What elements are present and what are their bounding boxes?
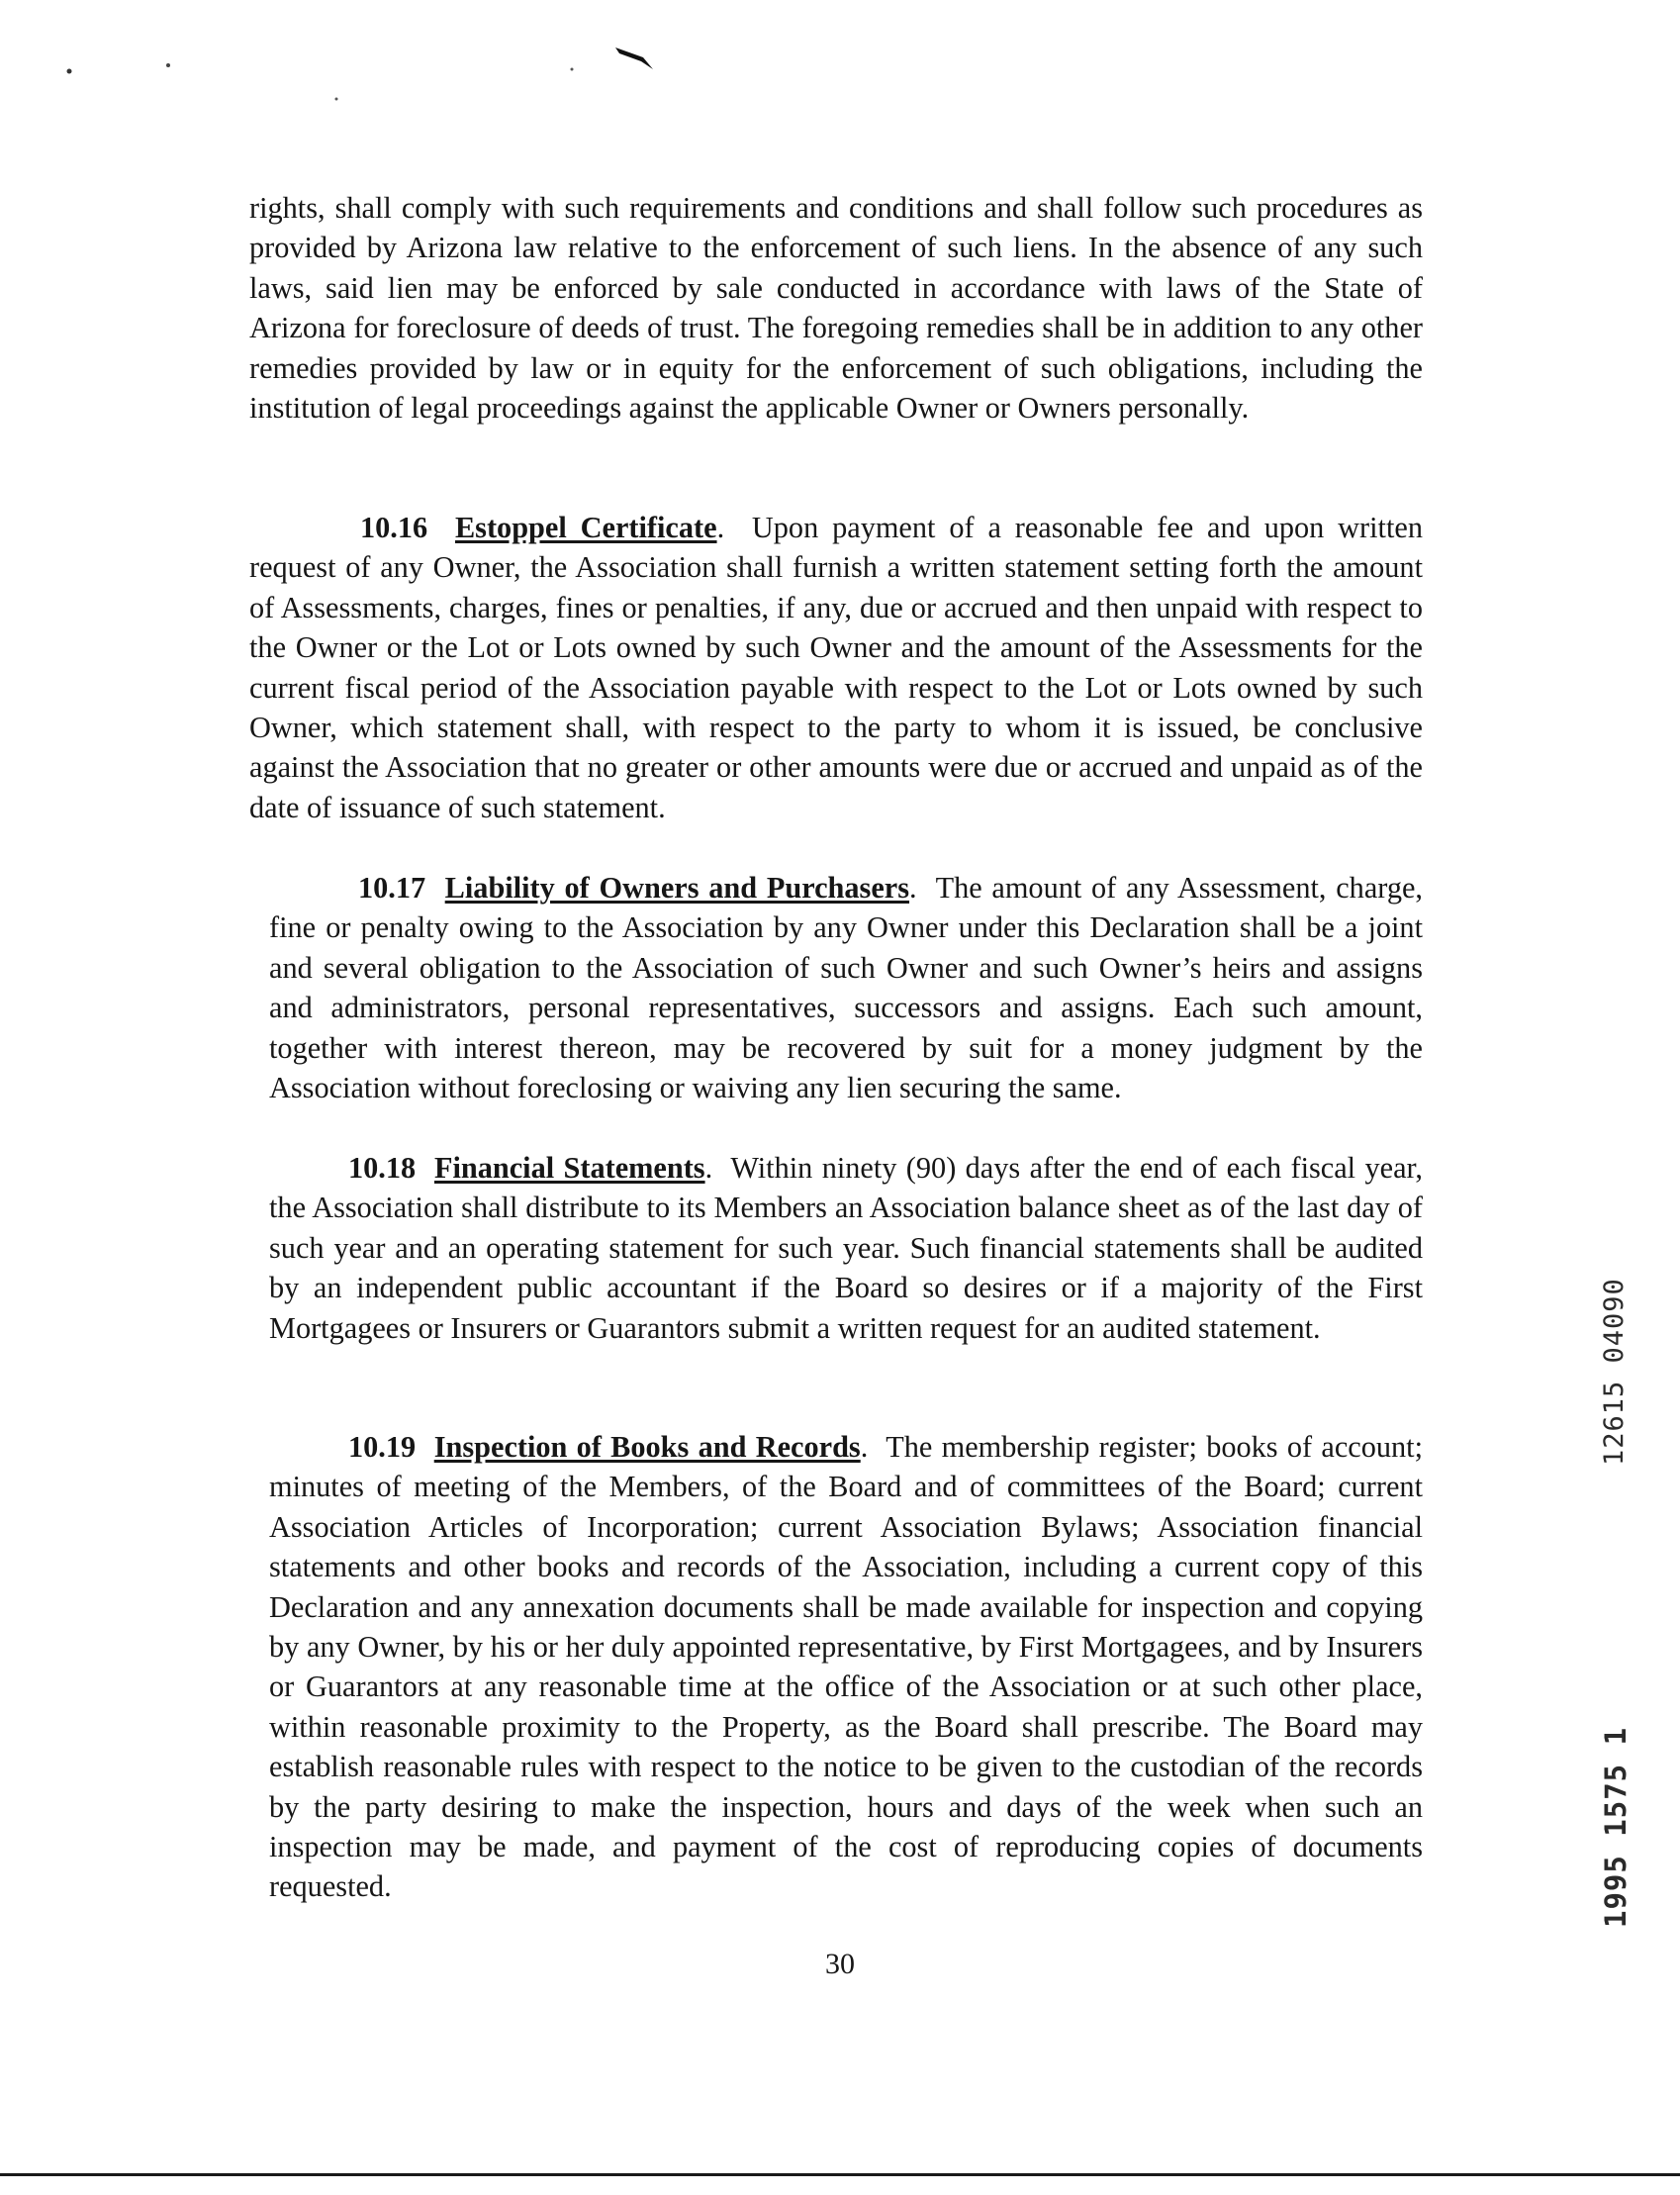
section-10-17: 10.17 Liability of Owners and Purchasers. The amount of any Assessment, charge, fine or penalty owing to the Association by any Owner under this Declaration shall be a joint and several obligation to the Association of such Owner and such Owner’s heirs and assigns and administrators, personal representatives, successors and assigns. Each such amount, together with interest thereon, may be recovered by suit for a money judgment by the Association without foreclosing or waiving any lien securing the same. <box>269 871 1423 1105</box>
scan-artifacts <box>0 0 1680 139</box>
scan-edge-line <box>0 2173 1680 2176</box>
page-number: 30 <box>825 1948 855 1980</box>
section-number: 10.16 <box>360 511 428 544</box>
section-title: Liability of Owners and Purchasers <box>444 871 910 905</box>
paragraph-body: rights, shall comply with such requirements and conditions and shall follow such procedures as provided by Arizona law relative to the enforcement of such liens. In the absence of any such laws, said lien may be enforced by sale conducted in accordance with laws of the State of Arizona for foreclosure of deeds of trust. The foregoing remedies shall be in addition to any other remedies provided by law or in equity for the enforcement of such obligations, including the institution of legal proceedings against the applicable Owner or Owners personally. <box>249 191 1423 426</box>
section-10-19: 10.19 Inspection of Books and Records. The membership register; books of account; minutes of meeting of the Members, of the Board and of committees of the Board; current Association Articles of Incorporation; current Association Bylaws; Association financial statements and other books and records of the Association, including a current copy of this Declaration and any annexation documents shall be made available for inspection and copying by any Owner, by his or her duly appointed representative, by First Mortgagees, and by Insurers or Guarantors at any reasonable time at the office of the Association or at such other place, within reasonable proximity to the Property, as the Board shall prescribe. The Board may establish reasonable rules with respect to the notice to be given to the custodian of the records by the party desiring to make the inspection, hours and days of the week when such an inspection may be made, and payment of the cost of reproducing copies of documents requested. <box>269 1430 1423 1904</box>
paragraph-body: The amount of any Assessment, charge, fine or penalty owing to the Association by any Owner under this Declaration shall be a joint and several obligation to the Association of such Owner and such Owner’s heirs and assigns and administrators, personal representatives, successors and assigns. Each such amount, together with interest thereon, may be recovered by suit for a money judgment by the Association without foreclosing or waiving any lien securing the same. <box>269 871 1423 1105</box>
section-title: Financial Statements <box>433 1151 705 1185</box>
margin-recording-stamp: 12615 04090 <box>1599 1278 1630 1466</box>
section-title: Inspection of Books and Records <box>433 1430 861 1464</box>
section-number: 10.17 <box>358 871 426 905</box>
section-title: Estoppel Certificate <box>454 511 717 544</box>
section-10-16: 10.16 Estoppel Certificate. Upon payment of a reasonable fee and upon written request of any Owner, the Association shall furnish a written statement setting forth the amount of Assessments, charges, fines or penalties, if any, due or accrued and then unpaid with respect to the Owner or the Lot or Lots owned by such Owner and the amount of the Assessments for the current fiscal period of the Association payable with respect to the Lot or Lots owned by such Owner, which statement shall, with respect to the party to whom it is issued, be conclusive against the Association that no greater or other amounts were due or accrued and unpaid as of the date of issuance of such statement. <box>249 511 1423 824</box>
section-10-18: 10.18 Financial Statements. Within ninety (90) days after the end of each fiscal year, the Association shall distribute to its Members an Association balance sheet as of the last day of such year and an operating statement for such year. Such financial statements shall be audited by an independent public accountant if the Board so desires or if a majority of the First Mortgagees or Insurers or Guarantors submit a written request for an audited statement. <box>269 1151 1423 1345</box>
section-number: 10.18 <box>348 1151 417 1185</box>
margin-recording-stamp: 1995 1575 1 <box>1599 1726 1633 1928</box>
paragraph-body: The membership register; books of account; minutes of meeting of the Members, of the Board and of committees of the Board; current Association Articles of Incorporation; current Association Bylaws; Association financial statements and other books and records of the Association, including a current copy of this Declaration and any annexation documents shall be made available for inspection and copying by any Owner, by his or her duly appointed representative, by First Mortgagees, and by Insurers or Guarantors at any reasonable time at the office of the Association or at such other place, within reasonable proximity to the Property, as the Board shall prescribe. The Board may establish reasonable rules with respect to the notice to be given to the custodian of the records by the party desiring to make the inspection, hours and days of the week when such an inspection may be made, and payment of the cost of reproducing copies of documents requested. <box>269 1430 1423 1904</box>
paragraph-body: Upon payment of a reasonable fee and upon written request of any Owner, the Association shall furnish a written statement setting forth the amount of Assessments, charges, fines or penalties, if any, due or accrued and then unpaid with respect to the Owner or the Lot or Lots owned by such Owner and the amount of the Assessments for the current fiscal period of the Association payable with respect to the Lot or Lots owned by such Owner, which statement shall, with respect to the party to whom it is issued, be conclusive against the Association that no greater or other amounts were due or accrued and unpaid as of the date of issuance of such statement. <box>249 511 1423 824</box>
section-number: 10.19 <box>348 1430 417 1464</box>
paragraph-body: Within ninety (90) days after the end of each fiscal year, the Association shall distribute to its Members an Association balance sheet as of the last day of such year and an operating statement for such year. Such financial statements shall be audited by an independent public accountant if the Board so desires or if a majority of the First Mortgagees or Insurers or Guarantors submit a written request for an audited statement. <box>269 1151 1423 1345</box>
paragraph-continuation <box>249 188 1423 428</box>
